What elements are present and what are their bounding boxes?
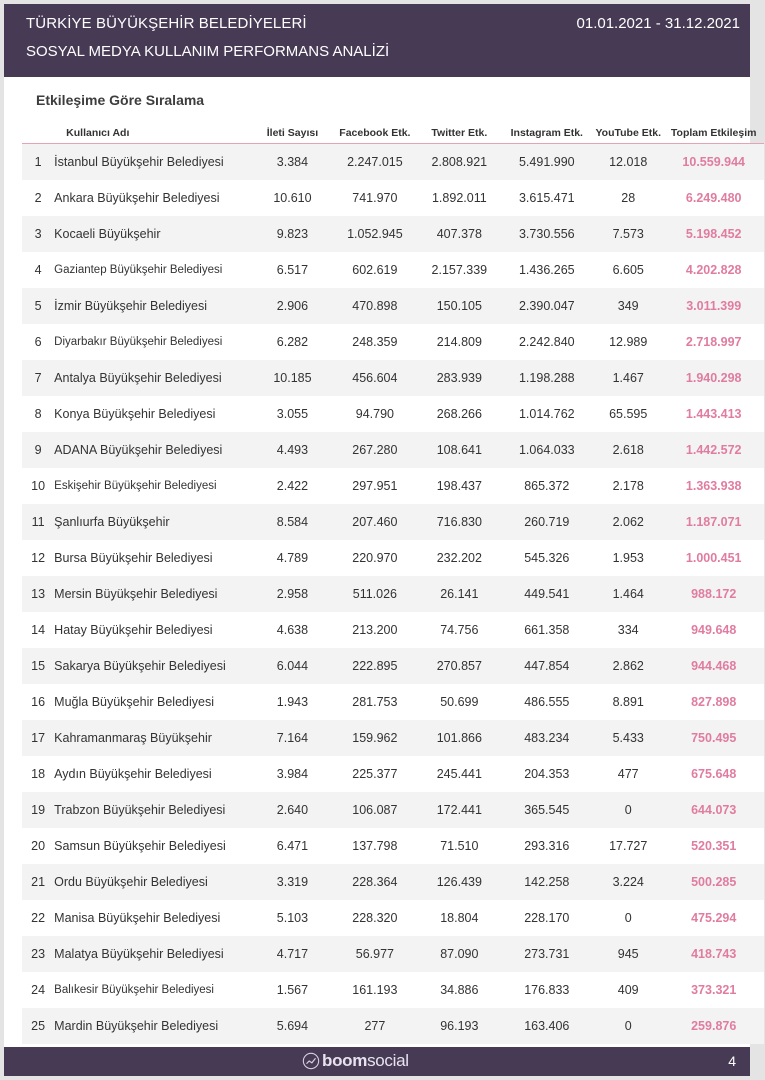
table-row bbox=[22, 504, 764, 540]
table-cell-total: 750.495 bbox=[691, 730, 737, 745]
table-cell-posts: 10.610 bbox=[273, 190, 312, 205]
table-row bbox=[22, 900, 764, 936]
table-cell-twitter: 407.378 bbox=[436, 226, 482, 241]
table-cell-instagram: 163.406 bbox=[524, 1018, 570, 1033]
table-cell-youtube: 8.891 bbox=[612, 694, 644, 709]
table-cell-rank: 15 bbox=[31, 658, 46, 673]
table-cell-user: Sakarya Büyükşehir Belediyesi bbox=[54, 658, 226, 673]
table-cell-posts: 2.422 bbox=[276, 478, 309, 493]
table-cell-facebook: 56.977 bbox=[355, 946, 394, 961]
table-cell-facebook: 106.087 bbox=[352, 802, 398, 817]
table-cell-total: 1.363.938 bbox=[685, 478, 742, 493]
table-cell-facebook: 1.052.945 bbox=[347, 226, 403, 241]
table-cell-posts: 4.789 bbox=[276, 550, 309, 565]
table-cell-rank: 3 bbox=[34, 226, 42, 241]
table-cell-instagram: 545.326 bbox=[524, 550, 570, 565]
table-row bbox=[22, 360, 764, 396]
section-title: Etkileşime Göre Sıralama bbox=[36, 92, 205, 108]
table-cell-rank: 17 bbox=[31, 730, 46, 745]
column-header-instagram: Instagram Etk. bbox=[501, 122, 593, 144]
table-cell-facebook: 470.898 bbox=[352, 298, 398, 313]
line-chart-circle-icon bbox=[302, 1052, 320, 1070]
table-cell-facebook: 213.200 bbox=[352, 622, 398, 637]
table-cell-youtube: 28 bbox=[621, 190, 636, 205]
table-row bbox=[22, 432, 764, 468]
table-cell-total: 6.249.480 bbox=[685, 190, 742, 205]
table-cell-total: 944.468 bbox=[691, 658, 737, 673]
table-cell-rank: 10 bbox=[31, 478, 46, 493]
table-cell-total: 675.648 bbox=[691, 766, 737, 781]
table-cell-total: 1.442.572 bbox=[685, 442, 742, 457]
table-cell-user: Gaziantep Büyükşehir Belediyesi bbox=[54, 263, 223, 276]
table-cell-youtube: 2.862 bbox=[612, 658, 644, 673]
table-row bbox=[22, 756, 764, 792]
table-cell-instagram: 273.731 bbox=[524, 946, 570, 961]
table-row bbox=[22, 648, 764, 684]
table-cell-twitter: 26.141 bbox=[440, 586, 479, 601]
table-cell-total: 2.718.997 bbox=[685, 334, 742, 349]
table-cell-total: 418.743 bbox=[691, 946, 737, 961]
table-cell-instagram: 449.541 bbox=[524, 586, 570, 601]
table-cell-posts: 6.471 bbox=[276, 838, 309, 853]
table-cell-rank: 9 bbox=[34, 442, 42, 457]
table-cell-rank: 19 bbox=[31, 802, 46, 817]
table-cell-total: 827.898 bbox=[691, 694, 737, 709]
table-cell-twitter: 2.157.339 bbox=[431, 262, 488, 277]
table-cell-twitter: 87.090 bbox=[440, 946, 479, 961]
table-cell-total: 5.198.452 bbox=[685, 226, 742, 241]
table-cell-posts: 4.638 bbox=[276, 622, 309, 637]
table-cell-facebook: 602.619 bbox=[352, 262, 398, 277]
table-cell-youtube: 1.464 bbox=[612, 586, 644, 601]
table-cell-user: Ordu Büyükşehir Belediyesi bbox=[54, 874, 208, 889]
report-subtitle: SOSYAL MEDYA KULLANIM PERFORMANS ANALİZİ bbox=[26, 43, 390, 60]
table-cell-instagram: 3.615.471 bbox=[518, 190, 575, 205]
table-row bbox=[22, 684, 764, 720]
page-number: 4 bbox=[728, 1053, 736, 1069]
table-cell-facebook: 2.247.015 bbox=[347, 154, 403, 169]
table-row bbox=[22, 324, 764, 360]
table-row bbox=[22, 144, 764, 180]
table-cell-instagram: 5.491.990 bbox=[518, 154, 575, 169]
table-cell-twitter: 232.202 bbox=[436, 550, 482, 565]
table-cell-user: Diyarbakır Büyükşehir Belediyesi bbox=[54, 335, 223, 348]
table-cell-twitter: 172.441 bbox=[436, 802, 482, 817]
table-cell-user: Konya Büyükşehir Belediyesi bbox=[54, 406, 216, 421]
table-row bbox=[22, 540, 764, 576]
table-row bbox=[22, 972, 764, 1008]
table-row bbox=[22, 576, 764, 612]
table-cell-rank: 23 bbox=[31, 946, 46, 961]
table-row bbox=[22, 792, 764, 828]
table-cell-twitter: 150.105 bbox=[436, 298, 482, 313]
table-cell-rank: 18 bbox=[31, 766, 46, 781]
table-cell-youtube: 2.618 bbox=[612, 442, 644, 457]
table-cell-youtube: 2.178 bbox=[612, 478, 644, 493]
table-cell-posts: 6.517 bbox=[276, 262, 309, 277]
table-cell-twitter: 101.866 bbox=[436, 730, 482, 745]
table-cell-rank: 13 bbox=[31, 586, 46, 601]
table-cell-total: 4.202.828 bbox=[685, 262, 742, 277]
table-cell-posts: 1.943 bbox=[276, 694, 309, 709]
table-cell-rank: 6 bbox=[34, 334, 42, 349]
table-cell-twitter: 108.641 bbox=[436, 442, 482, 457]
table-cell-total: 520.351 bbox=[691, 838, 737, 853]
table-cell-user: Bursa Büyükşehir Belediyesi bbox=[54, 550, 213, 565]
table-cell-youtube: 3.224 bbox=[612, 874, 644, 889]
table-cell-total: 3.011.399 bbox=[686, 298, 742, 313]
table-cell-posts: 10.185 bbox=[273, 370, 312, 385]
table-cell-rank: 1 bbox=[34, 154, 42, 169]
column-header-user: Kullanıcı Adı bbox=[54, 122, 253, 144]
table-cell-facebook: 207.460 bbox=[352, 514, 398, 529]
table-cell-user: Ankara Büyükşehir Belediyesi bbox=[54, 190, 220, 205]
table-cell-user: Antalya Büyükşehir Belediyesi bbox=[54, 370, 222, 385]
table-cell-user: Eskişehir Büyükşehir Belediyesi bbox=[54, 479, 217, 492]
table-cell-facebook: 228.320 bbox=[352, 910, 398, 925]
table-cell-rank: 22 bbox=[31, 910, 46, 925]
table-cell-facebook: 741.970 bbox=[352, 190, 398, 205]
table-cell-youtube: 945 bbox=[617, 946, 639, 961]
table-cell-facebook: 456.604 bbox=[352, 370, 398, 385]
table-cell-instagram: 865.372 bbox=[524, 478, 570, 493]
table-cell-total: 1.940.298 bbox=[685, 370, 742, 385]
table-cell-facebook: 267.280 bbox=[352, 442, 398, 457]
table-cell-twitter: 1.892.011 bbox=[431, 190, 487, 205]
column-header-total: Toplam Etkileşim bbox=[663, 122, 764, 144]
table-cell-facebook: 137.798 bbox=[352, 838, 398, 853]
table-cell-youtube: 1.953 bbox=[612, 550, 644, 565]
column-header-facebook: Facebook Etk. bbox=[332, 122, 418, 144]
table-cell-posts: 8.584 bbox=[276, 514, 309, 529]
table-cell-instagram: 1.198.288 bbox=[518, 370, 575, 385]
table-cell-instagram: 483.234 bbox=[524, 730, 570, 745]
table-cell-facebook: 159.962 bbox=[352, 730, 398, 745]
table-cell-instagram: 365.545 bbox=[524, 802, 570, 817]
column-header-rank bbox=[22, 122, 54, 144]
table-cell-instagram: 2.390.047 bbox=[518, 298, 575, 313]
table-cell-user: İstanbul Büyükşehir Belediyesi bbox=[54, 154, 224, 169]
table-cell-user: Kocaeli Büyükşehir bbox=[54, 226, 161, 241]
table-cell-total: 1.443.413 bbox=[685, 406, 742, 421]
table-cell-twitter: 18.804 bbox=[440, 910, 479, 925]
table-row bbox=[22, 180, 764, 216]
table-row bbox=[22, 720, 764, 756]
table-cell-posts: 3.319 bbox=[276, 874, 309, 889]
table-cell-facebook: 94.790 bbox=[355, 406, 394, 421]
table-cell-instagram: 176.833 bbox=[524, 982, 570, 997]
table-cell-facebook: 511.026 bbox=[352, 586, 398, 601]
table-cell-rank: 21 bbox=[31, 874, 46, 889]
table-cell-rank: 20 bbox=[31, 838, 46, 853]
table-header-row bbox=[22, 122, 764, 144]
table-cell-youtube: 7.573 bbox=[612, 226, 644, 241]
table-cell-posts: 3.384 bbox=[276, 154, 309, 169]
table-cell-user: Balıkesir Büyükşehir Belediyesi bbox=[54, 983, 214, 996]
table-cell-instagram: 1.014.762 bbox=[518, 406, 575, 421]
table-cell-twitter: 2.808.921 bbox=[431, 154, 488, 169]
table-cell-total: 475.294 bbox=[691, 910, 737, 925]
table-cell-youtube: 65.595 bbox=[609, 406, 648, 421]
table-cell-user: Mardin Büyükşehir Belediyesi bbox=[54, 1018, 219, 1033]
table-cell-total: 373.321 bbox=[691, 982, 737, 997]
table-cell-twitter: 283.939 bbox=[436, 370, 482, 385]
table-cell-total: 1.187.071 bbox=[685, 514, 742, 529]
table-cell-facebook: 220.970 bbox=[352, 550, 398, 565]
table-row bbox=[22, 828, 764, 864]
date-range: 01.01.2021 - 31.12.2021 bbox=[576, 15, 740, 32]
table-cell-posts: 4.493 bbox=[276, 442, 309, 457]
table-row bbox=[22, 252, 764, 288]
table-cell-youtube: 12.989 bbox=[609, 334, 648, 349]
table-cell-posts: 9.823 bbox=[276, 226, 309, 241]
table-cell-posts: 1.567 bbox=[276, 982, 309, 997]
table-cell-youtube: 5.433 bbox=[612, 730, 644, 745]
table-cell-facebook: 228.364 bbox=[352, 874, 398, 889]
table-row bbox=[22, 936, 764, 972]
table-cell-rank: 24 bbox=[31, 982, 46, 997]
table-row bbox=[22, 396, 764, 432]
table-cell-twitter: 716.830 bbox=[436, 514, 482, 529]
table-cell-user: Kahramanmaraş Büyükşehir bbox=[54, 730, 212, 745]
table-cell-instagram: 260.719 bbox=[524, 514, 570, 529]
table-cell-posts: 2.640 bbox=[276, 802, 309, 817]
table-cell-youtube: 477 bbox=[617, 766, 639, 781]
table-cell-twitter: 34.886 bbox=[440, 982, 479, 997]
table-cell-posts: 6.282 bbox=[276, 334, 309, 349]
table-cell-youtube: 0 bbox=[624, 1018, 632, 1033]
table-cell-rank: 11 bbox=[31, 514, 45, 529]
report-page bbox=[4, 4, 757, 1076]
brand-name-bold: boom bbox=[322, 1051, 368, 1070]
table-cell-posts: 7.164 bbox=[276, 730, 309, 745]
table-cell-instagram: 293.316 bbox=[524, 838, 570, 853]
table-cell-facebook: 222.895 bbox=[352, 658, 398, 673]
table-cell-rank: 7 bbox=[34, 370, 42, 385]
table-cell-youtube: 12.018 bbox=[609, 154, 648, 169]
table-cell-twitter: 214.809 bbox=[436, 334, 482, 349]
table-cell-twitter: 126.439 bbox=[436, 874, 482, 889]
table-cell-youtube: 334 bbox=[617, 622, 639, 637]
table-cell-user: Trabzon Büyükşehir Belediyesi bbox=[54, 802, 226, 817]
report-header bbox=[4, 4, 750, 77]
table-cell-facebook: 161.193 bbox=[352, 982, 398, 997]
table-cell-twitter: 268.266 bbox=[436, 406, 482, 421]
table-cell-rank: 16 bbox=[31, 694, 46, 709]
table-cell-facebook: 248.359 bbox=[352, 334, 398, 349]
table-cell-posts: 3.984 bbox=[276, 766, 309, 781]
table-cell-rank: 2 bbox=[34, 190, 42, 205]
table-cell-instagram: 661.358 bbox=[524, 622, 570, 637]
table-cell-twitter: 50.699 bbox=[440, 694, 479, 709]
table-cell-facebook: 297.951 bbox=[352, 478, 398, 493]
table-cell-twitter: 74.756 bbox=[440, 622, 479, 637]
report-footer bbox=[4, 1047, 750, 1076]
table-cell-posts: 5.694 bbox=[276, 1018, 309, 1033]
table-cell-user: Muğla Büyükşehir Belediyesi bbox=[54, 694, 214, 709]
table-cell-youtube: 0 bbox=[624, 802, 632, 817]
table-cell-user: Hatay Büyükşehir Belediyesi bbox=[54, 622, 213, 637]
brand-name-light: social bbox=[367, 1051, 409, 1070]
table-row bbox=[22, 1008, 764, 1044]
column-header-posts: İleti Sayısı bbox=[253, 122, 331, 144]
table-cell-instagram: 3.730.556 bbox=[518, 226, 575, 241]
table-row bbox=[22, 288, 764, 324]
table-cell-twitter: 270.857 bbox=[436, 658, 482, 673]
table-cell-rank: 8 bbox=[34, 406, 42, 421]
table-cell-total: 1.000.451 bbox=[685, 550, 742, 565]
table-cell-user: Manisa Büyükşehir Belediyesi bbox=[54, 910, 221, 925]
table-cell-posts: 5.103 bbox=[276, 910, 309, 925]
table-cell-rank: 4 bbox=[34, 262, 42, 277]
table-cell-total: 644.073 bbox=[691, 802, 737, 817]
table-cell-youtube: 6.605 bbox=[612, 262, 644, 277]
table-cell-twitter: 71.510 bbox=[440, 838, 479, 853]
ranking-table bbox=[22, 122, 764, 1044]
report-title: TÜRKİYE BÜYÜKŞEHİR BELEDİYELERİ bbox=[26, 15, 307, 32]
table-cell-youtube: 1.467 bbox=[612, 370, 644, 385]
table-cell-posts: 4.717 bbox=[276, 946, 309, 961]
table-row bbox=[22, 612, 764, 648]
table-cell-user: Malatya Büyükşehir Belediyesi bbox=[54, 946, 224, 961]
table-cell-instagram: 1.064.033 bbox=[518, 442, 575, 457]
table-cell-posts: 2.958 bbox=[276, 586, 309, 601]
table-cell-instagram: 1.436.265 bbox=[518, 262, 575, 277]
table-row bbox=[22, 468, 764, 504]
table-cell-total: 500.285 bbox=[691, 874, 737, 889]
table-cell-instagram: 228.170 bbox=[524, 910, 570, 925]
table-cell-instagram: 204.353 bbox=[524, 766, 570, 781]
table-cell-user: Mersin Büyükşehir Belediyesi bbox=[54, 586, 218, 601]
table-body bbox=[22, 144, 764, 1044]
table-cell-instagram: 447.854 bbox=[524, 658, 570, 673]
table-cell-rank: 14 bbox=[31, 622, 46, 637]
table-cell-total: 949.648 bbox=[691, 622, 737, 637]
table-cell-rank: 5 bbox=[34, 298, 42, 313]
table-cell-facebook: 277 bbox=[364, 1018, 386, 1033]
table-row bbox=[22, 864, 764, 900]
table-cell-rank: 25 bbox=[31, 1018, 46, 1033]
table-row bbox=[22, 216, 764, 252]
table-cell-user: Samsun Büyükşehir Belediyesi bbox=[54, 838, 226, 853]
table-cell-youtube: 0 bbox=[624, 910, 632, 925]
table-cell-posts: 2.906 bbox=[276, 298, 309, 313]
table-cell-facebook: 281.753 bbox=[352, 694, 398, 709]
table-cell-instagram: 142.258 bbox=[524, 874, 570, 889]
table-cell-facebook: 225.377 bbox=[352, 766, 398, 781]
table-cell-youtube: 17.727 bbox=[609, 838, 648, 853]
table-cell-user: Aydın Büyükşehir Belediyesi bbox=[54, 766, 212, 781]
table-cell-user: ADANA Büyükşehir Belediyesi bbox=[54, 442, 223, 457]
table-cell-youtube: 349 bbox=[617, 298, 639, 313]
table-cell-instagram: 2.242.840 bbox=[518, 334, 575, 349]
table-cell-user: İzmir Büyükşehir Belediyesi bbox=[54, 298, 208, 313]
table-cell-twitter: 198.437 bbox=[436, 478, 482, 493]
table-cell-rank: 12 bbox=[31, 550, 46, 565]
table-cell-youtube: 409 bbox=[617, 982, 639, 997]
table-cell-total: 988.172 bbox=[691, 586, 737, 601]
brand-logo bbox=[302, 1051, 409, 1071]
column-header-youtube: YouTube Etk. bbox=[593, 122, 663, 144]
column-header-twitter: Twitter Etk. bbox=[418, 122, 500, 144]
table-cell-posts: 6.044 bbox=[276, 658, 309, 673]
table-cell-posts: 3.055 bbox=[276, 406, 309, 421]
table-cell-instagram: 486.555 bbox=[524, 694, 570, 709]
table-cell-twitter: 245.441 bbox=[436, 766, 482, 781]
table-cell-total: 259.876 bbox=[691, 1018, 737, 1033]
table-cell-youtube: 2.062 bbox=[612, 514, 644, 529]
table-cell-total: 10.559.944 bbox=[682, 154, 745, 169]
table-cell-user: Şanlıurfa Büyükşehir bbox=[54, 514, 170, 529]
table-cell-twitter: 96.193 bbox=[440, 1018, 479, 1033]
